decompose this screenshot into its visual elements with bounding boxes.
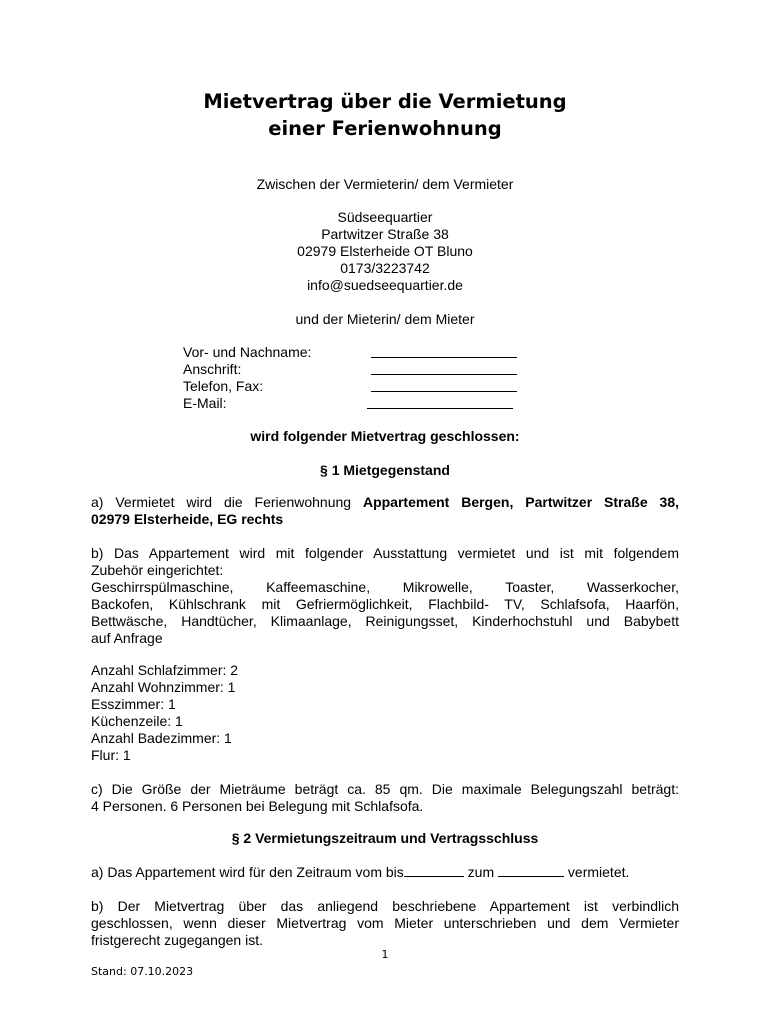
section2-b-line2: geschlossen, wenn dieser Mietvertrag vom Mieter unterschrieben und dem Vermieter (91, 915, 679, 931)
tenant-address-label: Anschrift: (183, 361, 242, 377)
closing-line: wird folgender Mietvertrag geschlossen: (250, 428, 520, 444)
section1-b-line1: b) Das Appartement wird mit folgender Ausstattung vermietet und ist mit folgendem (91, 545, 679, 561)
section1-b-line4: Backofen, Kühlschrank mit Gefriermöglichkeit, Flachbild- TV, Schlafsofa, Haarfön, (91, 596, 679, 612)
page-number: 1 (381, 948, 389, 961)
section2-a (91, 864, 679, 881)
section1-b-line5: Bettwäsche, Handtücher, Klimaanlage, Reinigungsset, Kinderhochstuhl und Babybett (91, 613, 679, 629)
section2-a-part3: vermietet. (564, 864, 630, 880)
section1-a-line2: 02979 Elsterheide, EG rechts (91, 511, 284, 527)
landlord-phone: 0173/3223742 (340, 260, 430, 276)
list-item: Anzahl Wohnzimmer: 1 (91, 679, 236, 695)
section1-b-line2: Zubehör eingerichtet: (91, 562, 224, 578)
section1-c-line1: c) Die Größe der Mieträume beträgt ca. 85 qm. Die maximale Belegungszahl beträgt: (91, 781, 679, 797)
section1-heading: § 1 Mietgegenstand (320, 462, 450, 478)
section2-b-line1: b) Der Mietvertrag über das anliegend beschriebene Appartement ist verbindlich (91, 898, 679, 914)
tenant-phone-row (183, 378, 523, 395)
intro-text: Zwischen der Vermieterin/ dem Vermieter (256, 176, 514, 192)
tenant-address-field[interactable] (371, 374, 517, 375)
tenant-name-field[interactable] (371, 357, 517, 358)
section1-b-line6: auf Anfrage (91, 630, 163, 646)
list-item: Küchenzeile: 1 (91, 713, 183, 729)
tenant-email-row (183, 395, 523, 412)
tenant-name-row (183, 344, 523, 361)
tenant-phone-label: Telefon, Fax: (183, 378, 264, 394)
section2-a-part2: zum (463, 864, 499, 880)
tenant-form (183, 344, 523, 412)
title-line-1: Mietvertrag über die Vermietung (203, 90, 567, 113)
landlord-email: info@suedseequartier.de (307, 277, 463, 293)
landlord-address (0, 209, 770, 294)
tenant-name-label: Vor- und Nachname: (183, 344, 312, 360)
landlord-name: Südseequartier (337, 209, 433, 225)
document-date: Stand: 07.10.2023 (91, 965, 194, 978)
room-list (91, 662, 679, 764)
section1-c (91, 781, 679, 815)
section2-b-line3: fristgerecht zugegangen ist. (91, 932, 263, 948)
section2-a-part1: a) Das Appartement wird für den Zeitraum vom bis (91, 864, 404, 880)
date-to-field[interactable] (498, 864, 564, 877)
section1-a-line1 (91, 494, 679, 511)
list-item: Flur: 1 (91, 747, 131, 763)
section1-a-object: Appartement Bergen, Partwitzer Straße 38, (362, 494, 679, 510)
section1-a (91, 494, 679, 528)
landlord-street: Partwitzer Straße 38 (321, 226, 449, 242)
list-item: Anzahl Schlafzimmer: 2 (91, 662, 239, 678)
tenant-address-row (183, 361, 523, 378)
section1-b-line3: Geschirrspülmaschine, Kaffeemaschine, Mikrowelle, Toaster, Wasserkocher, (91, 579, 679, 595)
section1-c-line2: 4 Personen. 6 Personen bei Belegung mit Schlafsofa. (91, 798, 424, 814)
list-item: Anzahl Badezimmer: 1 (91, 730, 232, 746)
document-title (0, 88, 770, 142)
section2-b (91, 898, 679, 949)
section2-heading: § 2 Vermietungszeitraum und Vertragsschluss (231, 830, 539, 846)
section1-b (91, 545, 679, 647)
list-item: Esszimmer: 1 (91, 696, 176, 712)
landlord-city: 02979 Elsterheide OT Bluno (297, 243, 473, 259)
section1-a-prefix: a) Vermietet wird die Ferienwohnung (91, 494, 363, 510)
title-line-2: einer Ferienwohnung (268, 117, 502, 140)
tenant-email-field[interactable] (367, 408, 513, 409)
date-from-field[interactable] (404, 864, 464, 877)
tenant-email-label: E-Mail: (183, 395, 227, 411)
tenant-phone-field[interactable] (371, 391, 517, 392)
tenant-intro: und der Mieterin/ dem Mieter (295, 311, 475, 327)
